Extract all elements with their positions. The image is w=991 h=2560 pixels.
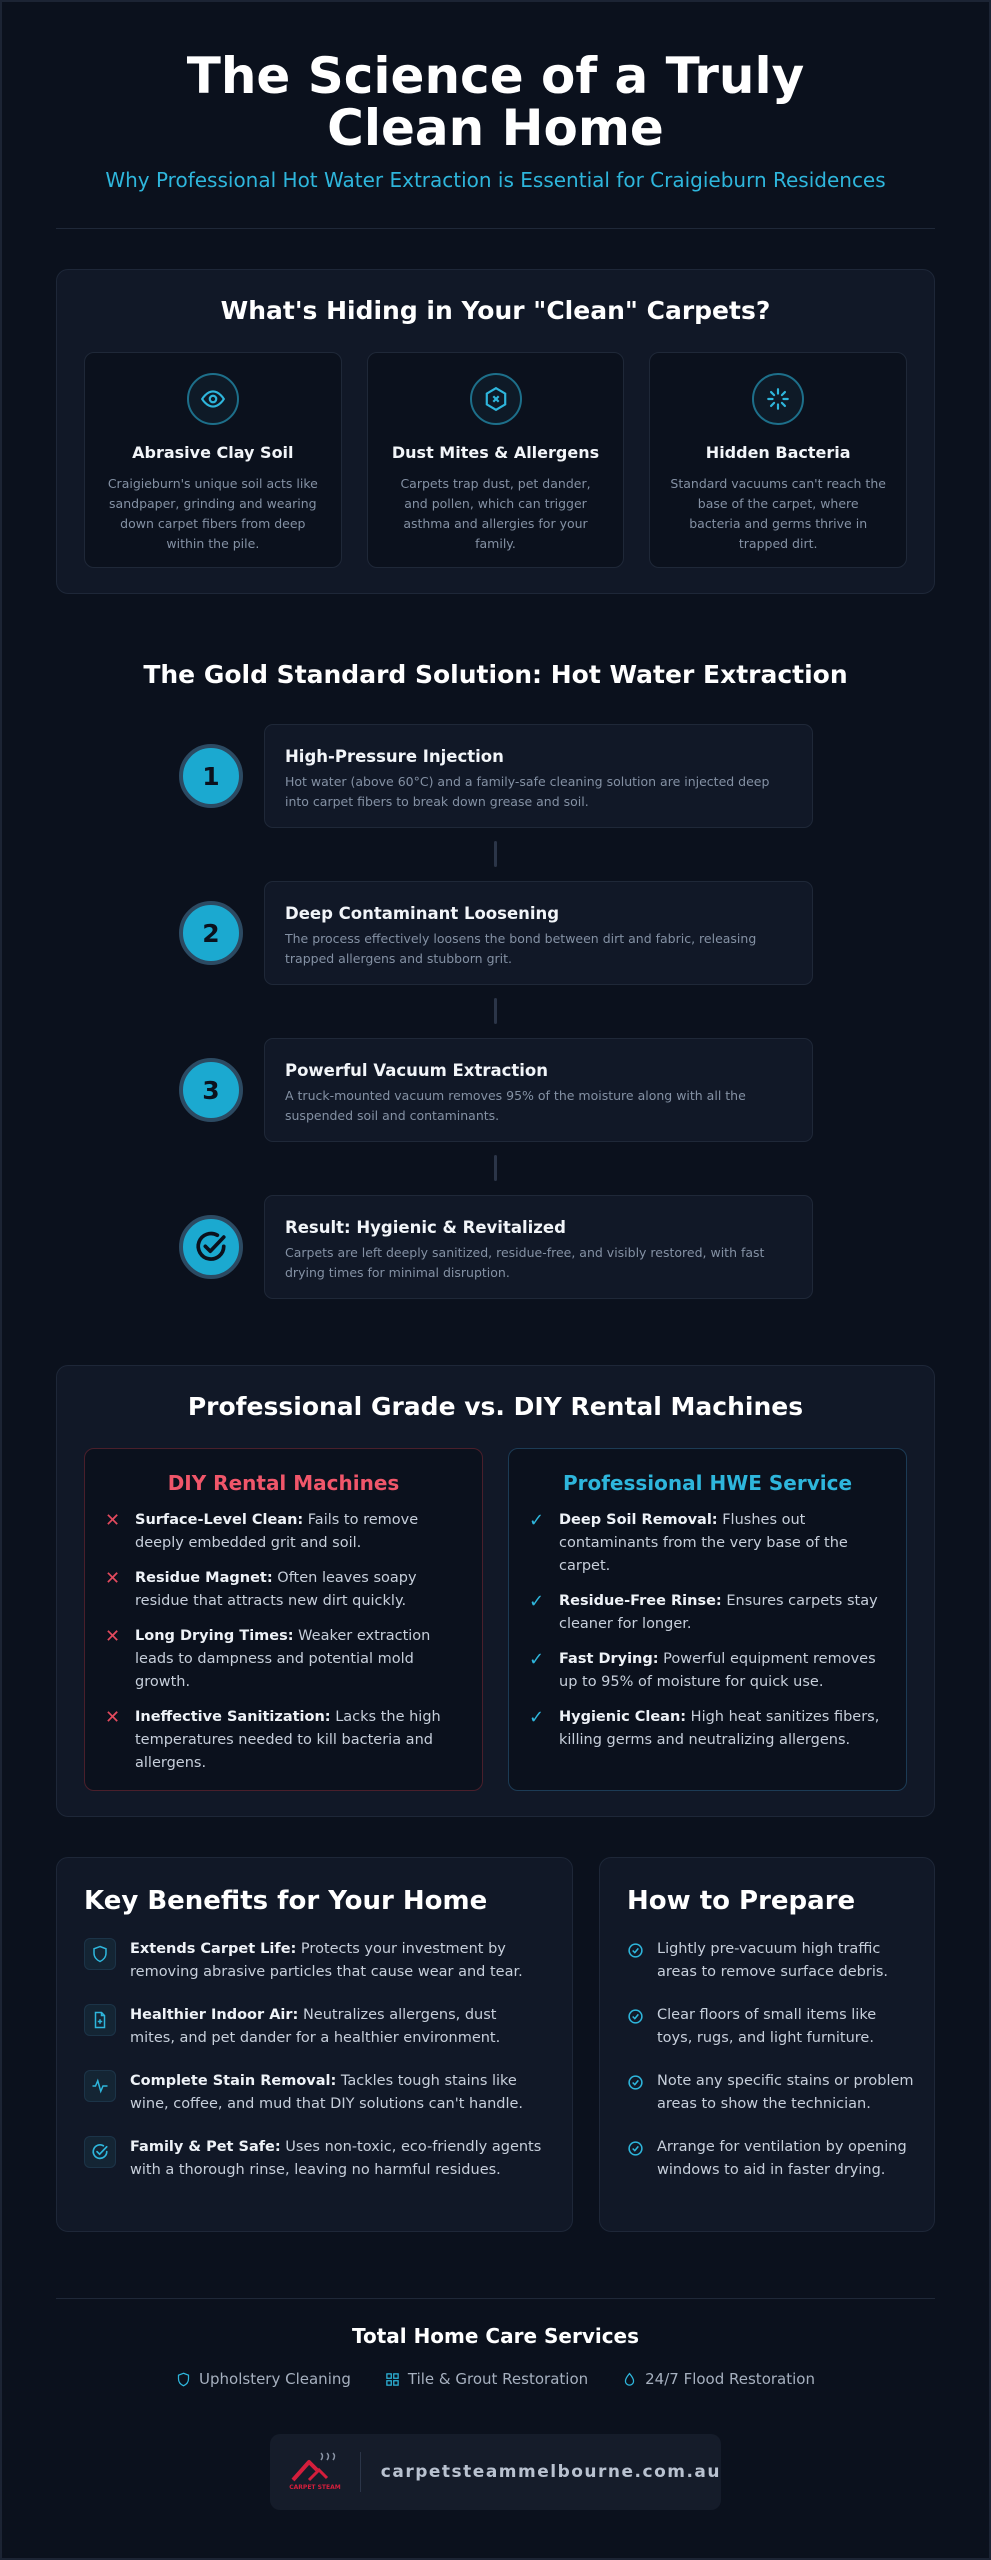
pro-item-text: Flushes out contaminants from the very base of the carpet.	[559, 1512, 848, 1574]
diy-item-heading: Surface-Level Clean:	[135, 1512, 304, 1528]
badge-check-icon	[84, 2136, 116, 2168]
benefit-item	[84, 2004, 545, 2050]
hiding-cards	[84, 352, 907, 568]
process-title: The Gold Standard Solution: Hot Water Extraction	[143, 660, 848, 689]
hiding-card-text: Carpets trap dust, pet dander, and pollen, which can trigger asthma and allergies for your family.	[400, 476, 591, 551]
benefit-item	[84, 2070, 545, 2116]
benefits-title: Key Benefits for Your Home	[84, 1886, 488, 1916]
prepare-text: Clear floors of small items like toys, rugs, and light furniture.	[657, 2007, 877, 2046]
divider	[56, 2298, 935, 2299]
hiding-title: What's Hiding in Your "Clean" Carpets?	[220, 296, 771, 325]
step-text: Hot water (above 60°C) and a family-safe cleaning solution are injected deep into carpet fibers to break down grease and soil.	[285, 774, 770, 809]
pro-item-text: Powerful equipment removes up to 95% of moisture for quick use.	[559, 1651, 876, 1690]
prepare-item	[627, 2004, 914, 2050]
pro-column	[508, 1448, 907, 1791]
step-title: High-Pressure Injection	[285, 747, 504, 766]
hexagon-x-icon	[470, 373, 522, 425]
logo-text: CARPET STEAM	[289, 2484, 341, 2491]
pro-item-heading: Fast Drying:	[559, 1651, 659, 1667]
pro-item	[529, 1590, 886, 1636]
step-number: 2	[179, 901, 243, 965]
pro-item	[529, 1648, 886, 1694]
prepare-title: How to Prepare	[627, 1886, 856, 1916]
document-plus-icon	[84, 2004, 116, 2036]
benefit-item	[84, 2136, 545, 2182]
check-icon: ✓	[529, 1707, 545, 1728]
sparkle-icon	[752, 373, 804, 425]
service-label: Upholstery Cleaning	[199, 2370, 351, 2388]
hiding-panel	[56, 269, 935, 594]
service-item[interactable]	[385, 2370, 588, 2388]
benefit-heading: Healthier Indoor Air:	[130, 2007, 299, 2023]
hiding-card-title: Dust Mites & Allergens	[391, 443, 600, 462]
droplet-icon	[622, 2372, 637, 2387]
pro-title: Professional HWE Service	[562, 1471, 853, 1495]
prepare-text: Arrange for ventilation by opening windows to aid in faster drying.	[657, 2139, 907, 2178]
comparison-title: Professional Grade vs. DIY Rental Machines	[187, 1392, 804, 1421]
footer-title: Total Home Care Services	[351, 2324, 640, 2348]
benefit-item	[84, 1938, 545, 1984]
diy-item	[105, 1706, 462, 1775]
check-circle-icon	[627, 2070, 657, 2116]
pro-item-heading: Hygienic Clean:	[559, 1709, 687, 1725]
page-subtitle: Why Professional Hot Water Extraction is Essential for Craigieburn Residences	[105, 168, 886, 192]
benefit-text: Uses non-toxic, eco-friendly agents with a thorough rinse, leaving no harmful residues.	[130, 2139, 542, 2178]
pro-item-text: High heat sanitizes fibers, killing germs and neutralizing allergens.	[559, 1709, 880, 1748]
eye-icon	[187, 373, 239, 425]
x-icon: ✕	[105, 1707, 121, 1728]
step-card	[264, 1195, 813, 1299]
page-title: The Science of a Truly Clean Home	[186, 47, 805, 157]
prepare-text: Note any specific stains or problem areas to show the technician.	[657, 2073, 914, 2112]
benefit-text: Neutralizes allergens, dust mites, and pet dander for a healthier environment.	[130, 2007, 501, 2046]
diy-item	[105, 1625, 462, 1694]
diy-title: DIY Rental Machines	[167, 1471, 400, 1495]
diy-item	[105, 1509, 462, 1555]
step-text: A truck-mounted vacuum removes 95% of the moisture along with all the suspended soil and contaminants.	[285, 1088, 746, 1123]
check-icon: ✓	[529, 1591, 545, 1612]
benefit-text: Protects your investment by removing abrasive particles that cause wear and tear.	[130, 1941, 523, 1980]
check-circle-icon	[627, 2136, 657, 2182]
step-card	[264, 724, 813, 828]
hiding-card-text: Standard vacuums can't reach the base of the carpet, where bacteria and germs thrive in trapped dirt.	[670, 476, 886, 551]
pro-item-text: Ensures carpets stay cleaner for longer.	[559, 1593, 878, 1632]
process-step	[0, 724, 991, 828]
grid-icon	[385, 2372, 400, 2387]
step-title: Result: Hygienic & Revitalized	[285, 1218, 566, 1237]
pro-item	[529, 1706, 886, 1752]
check-circle-icon	[627, 2004, 657, 2050]
shield-icon	[84, 1938, 116, 1970]
services-list	[0, 2370, 991, 2388]
x-icon: ✕	[105, 1626, 121, 1647]
step-card	[264, 1038, 813, 1142]
website-link[interactable]: carpetsteammelbourne.com.au	[380, 2462, 721, 2482]
diy-item-text: Fails to remove deeply embedded grit and soil.	[135, 1512, 419, 1551]
company-logo	[270, 2434, 360, 2510]
brand-divider	[360, 2452, 361, 2492]
benefit-heading: Family & Pet Safe:	[130, 2139, 281, 2155]
step-connector	[494, 1155, 497, 1181]
prepare-item	[627, 1938, 914, 1984]
step-connector	[494, 841, 497, 867]
step-title: Powerful Vacuum Extraction	[285, 1061, 549, 1080]
diy-item-heading: Long Drying Times:	[135, 1628, 294, 1644]
prepare-item	[627, 2070, 914, 2116]
diy-item-heading: Residue Magnet:	[135, 1570, 273, 1586]
prepare-panel	[599, 1857, 935, 2232]
hiding-card	[84, 352, 342, 568]
hiding-card-text: Craigieburn's unique soil acts like sandpaper, grinding and wearing down carpet fibers from deep within the pile.	[107, 476, 318, 551]
hiding-card-title: Abrasive Clay Soil	[132, 443, 294, 462]
benefit-heading: Complete Stain Removal:	[130, 2073, 337, 2089]
brand-bar[interactable]	[270, 2434, 721, 2510]
service-label: Tile & Grout Restoration	[407, 2370, 589, 2388]
benefit-heading: Extends Carpet Life:	[130, 1941, 297, 1957]
step-connector	[494, 998, 497, 1024]
page-header	[0, 47, 991, 192]
diy-item-text: Lacks the high temperatures needed to kill bacteria and allergens.	[135, 1709, 441, 1771]
diy-item	[105, 1567, 462, 1613]
service-item[interactable]	[176, 2370, 351, 2388]
benefits-panel	[56, 1857, 573, 2232]
pro-item-heading: Residue-Free Rinse:	[559, 1593, 722, 1609]
prepare-text: Lightly pre-vacuum high traffic areas to remove surface debris.	[657, 1941, 889, 1980]
step-card	[264, 881, 813, 985]
pro-item	[529, 1509, 886, 1578]
step-title: Deep Contaminant Loosening	[285, 904, 560, 923]
process-step	[0, 1038, 991, 1142]
shield-icon	[176, 2372, 191, 2387]
step-number: 3	[179, 1058, 243, 1122]
divider	[56, 228, 935, 229]
diy-item-heading: Ineffective Sanitization:	[135, 1709, 331, 1725]
check-circle-icon	[179, 1215, 243, 1279]
diy-item-text: Often leaves soapy residue that attracts new dirt quickly.	[135, 1570, 417, 1609]
hiding-card	[367, 352, 625, 568]
pulse-icon	[84, 2070, 116, 2102]
diy-item-text: Weaker extraction leads to dampness and potential mold growth.	[135, 1628, 431, 1690]
x-icon: ✕	[105, 1568, 121, 1589]
hiding-card-title: Hidden Bacteria	[705, 443, 851, 462]
service-item[interactable]	[622, 2370, 815, 2388]
step-text: The process effectively loosens the bond between dirt and fabric, releasing trapped allergens and stubborn grit.	[285, 931, 757, 966]
process-step	[0, 881, 991, 985]
diy-column	[84, 1448, 483, 1791]
hiding-card	[649, 352, 907, 568]
pro-item-heading: Deep Soil Removal:	[559, 1512, 718, 1528]
service-label: 24/7 Flood Restoration	[645, 2370, 815, 2388]
check-icon: ✓	[529, 1649, 545, 1670]
comparison-panel	[56, 1365, 935, 1817]
prepare-item	[627, 2136, 914, 2182]
benefit-text: Tackles tough stains like wine, coffee, and mud that DIY solutions can't handle.	[130, 2073, 524, 2112]
check-icon: ✓	[529, 1510, 545, 1531]
step-number: 1	[179, 744, 243, 808]
check-circle-icon	[627, 1938, 657, 1984]
step-text: Carpets are left deeply sanitized, residue-free, and visibly restored, with fast drying times for minimal disruption.	[285, 1245, 765, 1280]
process-step	[0, 1195, 991, 1299]
x-icon: ✕	[105, 1510, 121, 1531]
